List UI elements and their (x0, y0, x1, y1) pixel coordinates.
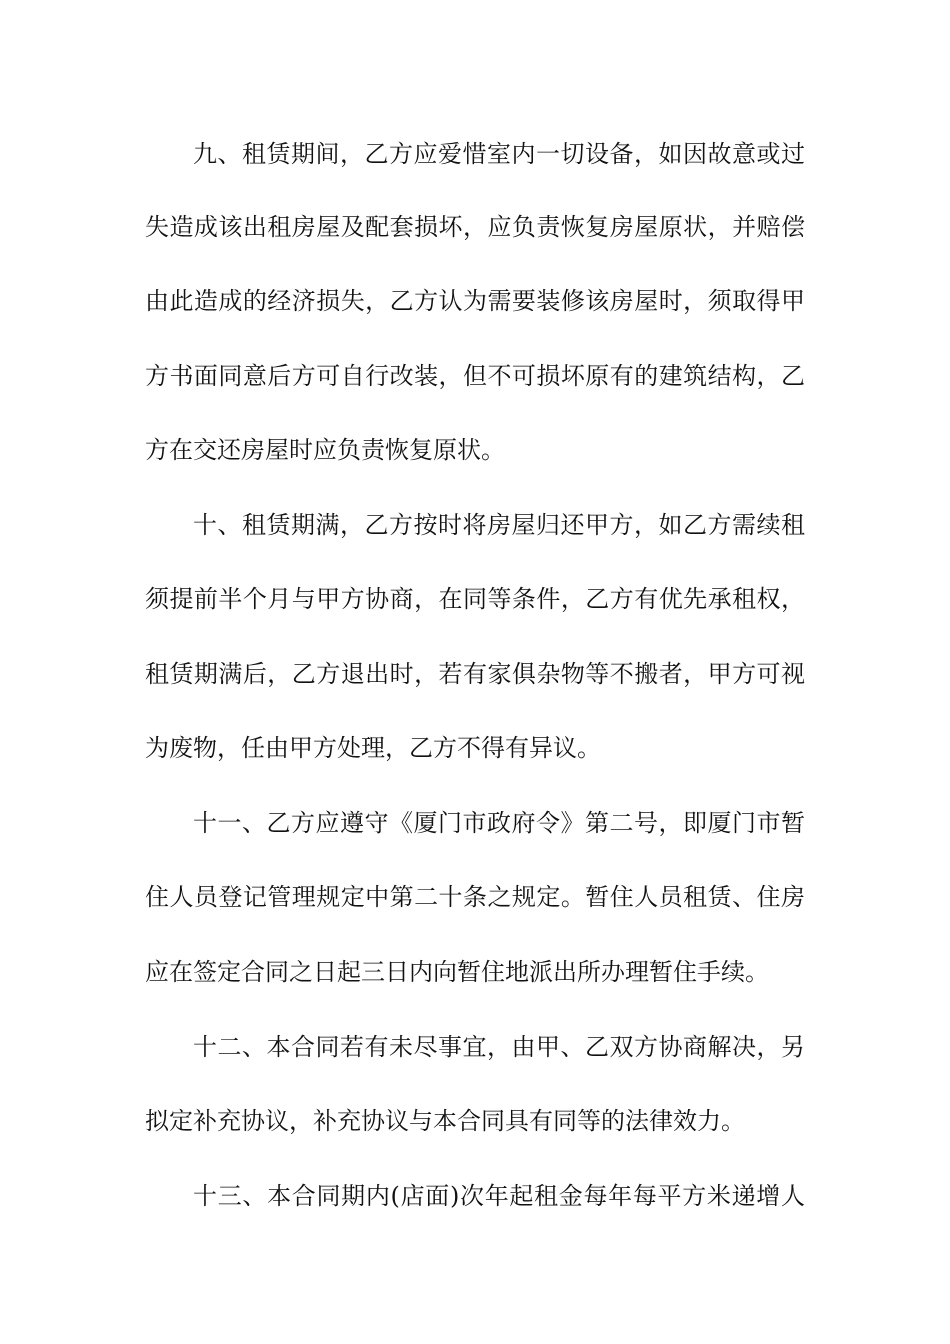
clause-12-line-2: 拟定补充协议，补充协议与本合同具有同等的法律效力。 (145, 1107, 745, 1135)
clause-10-line-3: 租赁期满后，乙方退出时，若有家俱杂物等不搬者，甲方可视 (145, 660, 805, 688)
clause-9-line-4: 方书面同意后方可自行改装，但不可损坏原有的建筑结构，乙 (145, 362, 805, 390)
clause-11-line-2: 住人员登记管理规定中第二十条之规定。暂住人员租赁、住房 (145, 883, 805, 911)
clause-10-line-2: 须提前半个月与甲方协商，在同等条件，乙方有优先承租权， (145, 585, 805, 613)
clause-10-line-4: 为废物，任由甲方处理，乙方不得有异议。 (145, 734, 601, 762)
clause-9-line-1: 九、租赁期间，乙方应爱惜室内一切设备，如因故意或过 (193, 140, 805, 168)
clause-9-line-2: 失造成该出租房屋及配套损坏，应负责恢复房屋原状，并赔偿 (145, 213, 805, 241)
clause-11-line-1: 十一、乙方应遵守《厦门市政府令》第二号，即厦门市暂 (193, 809, 805, 837)
clause-12-line-1: 十二、本合同若有未尽事宜，由甲、乙双方协商解决，另 (193, 1033, 805, 1061)
clause-9-line-3: 由此造成的经济损失，乙方认为需要装修该房屋时，须取得甲 (145, 287, 805, 315)
clause-11-line-3: 应在签定合同之日起三日内向暂住地派出所办理暂住手续。 (145, 958, 769, 986)
clause-9-line-5: 方在交还房屋时应负责恢复原状。 (145, 436, 505, 464)
clause-13-line-1: 十三、本合同期内(店面)次年起租金每年每平方米递增人 (193, 1182, 805, 1210)
clause-10-line-1: 十、租赁期满，乙方按时将房屋归还甲方，如乙方需续租 (193, 511, 805, 539)
